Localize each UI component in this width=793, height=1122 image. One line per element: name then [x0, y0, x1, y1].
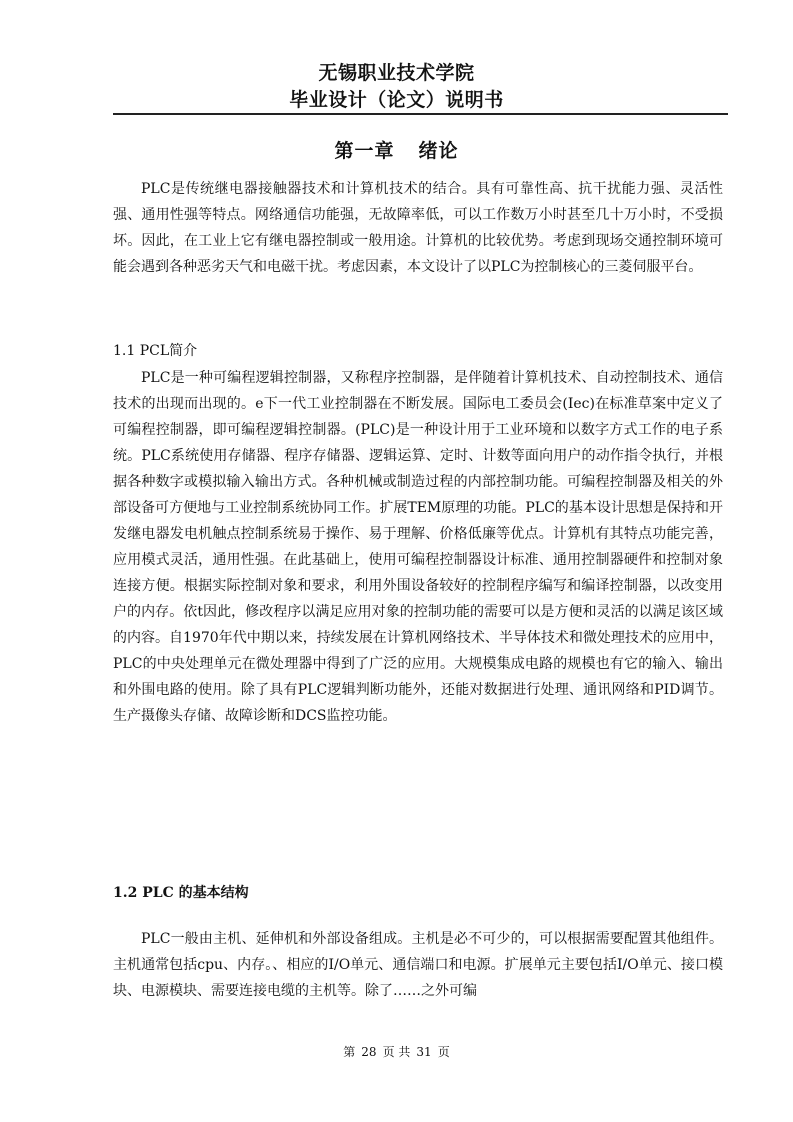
section-1-heading: 1.1 PCL简介 [113, 343, 198, 359]
page-number: 28 [361, 1045, 377, 1059]
page-footer [0, 1043, 793, 1060]
school-name: 无锡职业技术学院 [318, 62, 475, 84]
footer-prefix: 第 [343, 1045, 356, 1059]
section-2-heading: 1.2 PLC 的基本结构 [113, 885, 249, 901]
chapter-name: 绪论 [418, 140, 459, 162]
footer-suffix: 页 [437, 1045, 450, 1059]
section-1-body [113, 365, 723, 729]
intro-paragraph [113, 176, 723, 280]
section-1-text: PLC是一种可编程逻辑控制器，又称程序控制器，是伴随着计算机技术、自动控制技术、通信技术的出现而出现的。e下一代工业控制器在不断发展。国际电工委员会(Iec)在标准草案中定义了可编程控制器，即可编程逻辑控制器。(PLC)是一种设计用于工业环境和以数字方式工作的电子系统。PLC系统使用存储器、程序存储器、逻辑运算、定时、计数等面向用户的动作指令执行，并根据各种数字或模拟输入输出方式。各种机械或制造过程的内部控制功能。可编程控制器及相关的外部设备可方便地与工业控制系统协同工作。扩展TEM原理的功能。PLC的基本设计思想是保持和开发继电器发电机触点控制系统易于操作、易于理解、价格低廉等优点。计算机有其特点功能完善，应用模式灵活，通用性强。在此基础上，使用可编程控制器设计标准、通用控制器硬件和控制对象连接方便。根据实际控制对象和要求，利用外围设备较好的控制程序编写和编译控制器，以改变用户的内存。依t因此，修改程序以满足应用对象的控制功能的需要可以是方便和灵活的以满足该区域的内容。自1970年代中期以来，持续发展在计算机网络技术、半导体技术和微处理技术的应用中，PLC的中央处理单元在微处理器中得到了广泛的应用。大规模集成电路的规模也有它的输入、输出和外围电路的使用。除了具有PLC逻辑判断功能外，还能对数据进行处理、通讯网络和PID调节。生产摄像头存储、故障诊断和DCS监控功能。 [113, 370, 723, 724]
header-divider [113, 113, 728, 115]
chapter-title [0, 136, 793, 163]
footer-mid: 页 共 [382, 1045, 411, 1059]
document-type: 毕业设计（论文）说明书 [289, 89, 504, 111]
chapter-number: 第一章 [334, 140, 395, 162]
section-2-body [113, 926, 723, 1004]
section-2-text: PLC一般由主机、延伸机和外部设备组成。主机是必不可少的，可以根据需要配置其他组件。主机通常包括cpu、内存。、相应的I/O单元、通信端口和电源。扩展单元主要包括I/O单元、接口模块、电源模块、需要连接电缆的主机等。除了……之外可编 [113, 931, 723, 999]
page-total: 31 [416, 1045, 432, 1059]
intro-text: PLC是传统继电器接触器技术和计算机技术的结合。具有可靠性高、抗干扰能力强、灵活性强、通用性强等特点。网络通信功能强，无故障率低，可以工作数万小时甚至几十万小时，不受损坏。因此，在工业上它有继电器控制或一般用途。计算机的比较优势。考虑到现场交通控制环境可能会遇到各种恶劣天气和电磁干扰。考虑因素，本文设计了以PLC为控制核心的三菱伺服平台。 [113, 181, 723, 275]
